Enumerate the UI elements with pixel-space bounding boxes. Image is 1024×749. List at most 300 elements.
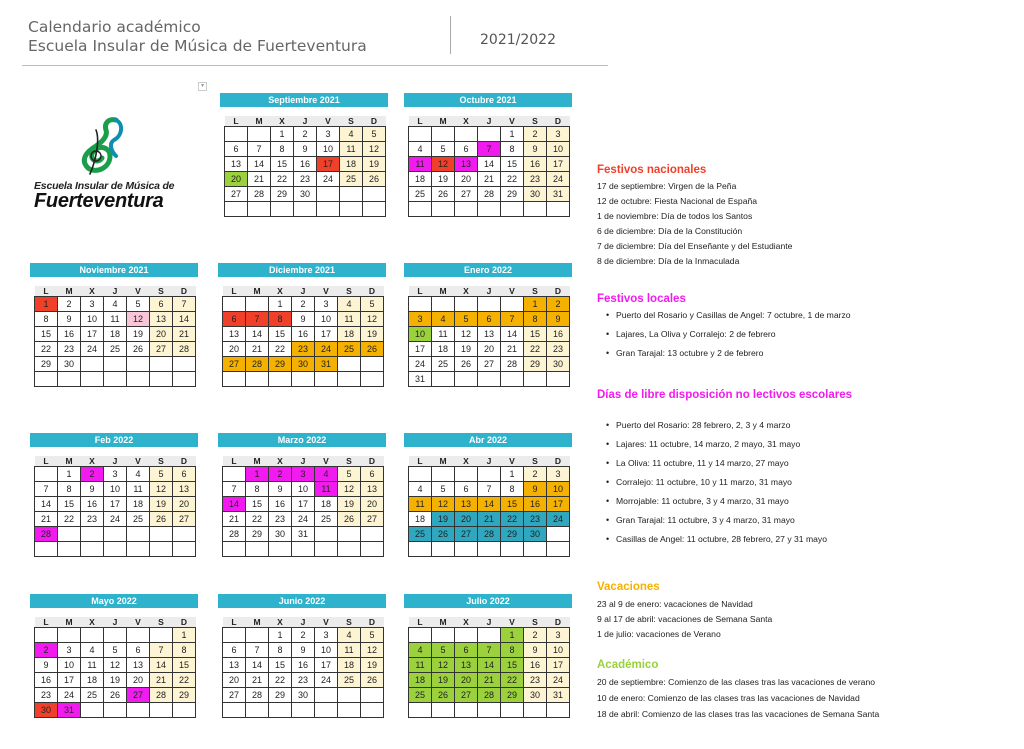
weekday-label: J <box>292 617 315 628</box>
calendar-day: 28 <box>150 688 173 703</box>
weekday-label: V <box>501 617 524 628</box>
calendar-empty-cell <box>173 542 196 557</box>
academic-year: 2021/2022 <box>480 32 556 48</box>
calendar-day: 14 <box>173 312 196 327</box>
calendar-empty-cell <box>361 542 384 557</box>
calendar-day: 7 <box>150 643 173 658</box>
calendar-day: 20 <box>455 512 478 527</box>
calendar-day: 10 <box>315 643 338 658</box>
calendar-day: 27 <box>225 187 248 202</box>
calendar-day: 15 <box>269 658 292 673</box>
weekday-label: D <box>361 286 384 297</box>
calendar-week-row <box>223 688 384 703</box>
weekday-header-row <box>225 116 386 127</box>
calendar-day: 28 <box>35 527 58 542</box>
calendar-empty-cell <box>547 527 570 542</box>
weekday-label: S <box>150 456 173 467</box>
calendar-day: 30 <box>524 527 547 542</box>
month-title: Noviembre 2021 <box>30 263 198 277</box>
calendar-week-row <box>409 542 570 557</box>
calendar-week-row <box>35 467 196 482</box>
calendar-week-row <box>409 372 570 387</box>
calendar-empty-cell <box>409 127 432 142</box>
calendar-week-row <box>409 673 570 688</box>
weekday-label: M <box>432 617 455 628</box>
weekday-label: S <box>150 617 173 628</box>
calendar-week-row <box>409 312 570 327</box>
month-title: Mayo 2022 <box>30 594 198 608</box>
calendar-empty-cell <box>127 703 150 718</box>
calendar-day: 22 <box>524 342 547 357</box>
calendar-empty-cell <box>432 202 455 217</box>
calendar-empty-cell <box>81 542 104 557</box>
calendar-empty-cell <box>338 542 361 557</box>
calendar-empty-cell <box>478 202 501 217</box>
calendar-day: 21 <box>478 512 501 527</box>
calendar-day: 2 <box>524 127 547 142</box>
calendar-day: 9 <box>524 142 547 157</box>
weekday-label: M <box>246 286 269 297</box>
legend-bullet-item: • La Oliva: 11 octubre, 11 y 14 marzo, 27 mayo <box>616 458 789 468</box>
calendar-empty-cell <box>478 297 501 312</box>
calendar-day: 19 <box>363 157 386 172</box>
month-title: Junio 2022 <box>218 594 386 608</box>
calendar-day: 26 <box>432 688 455 703</box>
calendar-day: 22 <box>269 673 292 688</box>
calendar-empty-cell <box>338 372 361 387</box>
calendar-day: 8 <box>501 482 524 497</box>
weekday-label: X <box>455 286 478 297</box>
legend-bullet-item: • Puerto del Rosario y Casillas de Angel: 7 octubre, 1 de marzo <box>616 310 851 320</box>
calendar-day: 12 <box>432 497 455 512</box>
calendar-day: 19 <box>338 497 361 512</box>
calendar-empty-cell <box>246 542 269 557</box>
calendar-day: 16 <box>524 497 547 512</box>
calendar-day: 17 <box>292 497 315 512</box>
calendar-week-row <box>225 142 386 157</box>
weekday-label: V <box>315 286 338 297</box>
weekday-label: L <box>409 456 432 467</box>
weekday-label: S <box>524 456 547 467</box>
calendar-empty-cell <box>432 703 455 718</box>
legend-bullet-item: • Lajares: 11 octubre, 14 marzo, 2 mayo, 31 mayo <box>616 439 800 449</box>
calendar-empty-cell <box>35 372 58 387</box>
weekday-header-row <box>35 286 196 297</box>
calendar-week-row <box>35 372 196 387</box>
calendar-week-row <box>223 467 384 482</box>
calendar-day: 17 <box>58 673 81 688</box>
calendar-empty-cell <box>455 372 478 387</box>
calendar-day: 1 <box>501 628 524 643</box>
calendar-day: 24 <box>547 172 570 187</box>
calendar-empty-cell <box>127 527 150 542</box>
calendar-day: 26 <box>150 512 173 527</box>
calendar-week-row <box>409 497 570 512</box>
calendar-week-row <box>223 628 384 643</box>
calendar-day: 28 <box>246 357 269 372</box>
calendar-day: 15 <box>271 157 294 172</box>
calendar-day: 23 <box>547 342 570 357</box>
calendar-day: 14 <box>35 497 58 512</box>
calendar-day: 22 <box>35 342 58 357</box>
calendar-empty-cell <box>127 628 150 643</box>
weekday-label: M <box>58 617 81 628</box>
calendar-day: 26 <box>361 673 384 688</box>
legend-item: 1 de noviembre: Día de todos los Santos <box>597 211 753 221</box>
calendar-day: 27 <box>455 688 478 703</box>
month-septiembre-2021 <box>220 93 388 217</box>
calendar-empty-cell <box>246 703 269 718</box>
calendar-empty-cell <box>363 202 386 217</box>
calendar-day: 13 <box>223 658 246 673</box>
legend-bullet-item: • Morrojable: 11 octubre, 3 y 4 marzo, 31 mayo <box>616 496 789 506</box>
calendar-day: 20 <box>478 342 501 357</box>
calendar-empty-cell <box>248 202 271 217</box>
title-line-1: Calendario académico <box>28 18 201 36</box>
calendar-week-row <box>35 297 196 312</box>
calendar-day: 2 <box>81 467 104 482</box>
calendar-day: 21 <box>246 673 269 688</box>
calendar-day: 3 <box>104 467 127 482</box>
calendar-day: 28 <box>501 357 524 372</box>
calendar-day: 1 <box>501 467 524 482</box>
calendar-day: 9 <box>292 312 315 327</box>
calendar-day: 6 <box>455 482 478 497</box>
weekday-label: D <box>361 456 384 467</box>
calendar-day: 16 <box>294 157 317 172</box>
calendar-day: 21 <box>248 172 271 187</box>
calendar-empty-cell <box>150 357 173 372</box>
calendar-day: 20 <box>127 673 150 688</box>
month-julio-2022 <box>404 594 572 718</box>
month-junio-2022 <box>218 594 386 718</box>
calendar-day: 9 <box>294 142 317 157</box>
calendar-empty-cell <box>338 357 361 372</box>
calendar-week-row <box>223 658 384 673</box>
calendar-day: 10 <box>409 327 432 342</box>
calendar-day: 26 <box>455 357 478 372</box>
calendar-empty-cell <box>338 527 361 542</box>
calendar-day: 7 <box>478 482 501 497</box>
calendar-day: 4 <box>315 467 338 482</box>
calendar-day: 12 <box>432 658 455 673</box>
calendar-week-row <box>35 673 196 688</box>
page-title <box>28 18 367 56</box>
weekday-label: X <box>455 456 478 467</box>
calendar-day: 19 <box>361 327 384 342</box>
calendar-day: 16 <box>524 658 547 673</box>
calendar-empty-cell <box>150 372 173 387</box>
calendar-week-row <box>409 202 570 217</box>
calendar-day: 25 <box>127 512 150 527</box>
calendar-day: 23 <box>524 673 547 688</box>
calendar-empty-cell <box>173 527 196 542</box>
calendar-empty-cell <box>150 542 173 557</box>
calendar-grid <box>222 456 384 557</box>
weekday-label: M <box>58 456 81 467</box>
calendar-day: 10 <box>317 142 340 157</box>
calendar-day: 19 <box>127 327 150 342</box>
calendar-day: 1 <box>173 628 196 643</box>
calendar-day: 13 <box>225 157 248 172</box>
calendar-day: 24 <box>547 512 570 527</box>
calendar-empty-cell <box>81 527 104 542</box>
calendar-day: 12 <box>455 327 478 342</box>
calendar-empty-cell <box>104 542 127 557</box>
calendar-day: 15 <box>524 327 547 342</box>
calendar-empty-cell <box>225 127 248 142</box>
calendar-day: 18 <box>409 512 432 527</box>
calendar-day: 19 <box>432 673 455 688</box>
calendar-day: 2 <box>294 127 317 142</box>
weekday-label: D <box>547 116 570 127</box>
calendar-week-row <box>223 297 384 312</box>
calendar-week-row <box>223 527 384 542</box>
calendar-week-row <box>409 688 570 703</box>
calendar-day: 10 <box>81 312 104 327</box>
legend-title-festivos-nacionales: Festivos nacionales <box>597 164 707 176</box>
legend-title-libre-disposicion: Días de libre disposición no lectivos escolares <box>597 389 853 401</box>
month-enero-2022 <box>404 263 572 387</box>
calendar-day: 4 <box>81 643 104 658</box>
month-title: Julio 2022 <box>404 594 572 608</box>
calendar-empty-cell <box>150 527 173 542</box>
calendar-day: 15 <box>501 157 524 172</box>
legend-item: 18 de abril: Comienzo de las clases tras las vacaciones de Semana Santa <box>597 709 880 719</box>
calendar-day: 5 <box>104 643 127 658</box>
calendar-day: 25 <box>104 342 127 357</box>
weekday-label: V <box>127 617 150 628</box>
calendar-day: 30 <box>547 357 570 372</box>
calendar-day: 13 <box>455 157 478 172</box>
calendar-week-row <box>223 327 384 342</box>
weekday-header-row <box>223 456 384 467</box>
calendar-day: 7 <box>501 312 524 327</box>
calendar-empty-cell <box>501 372 524 387</box>
weekday-label: V <box>501 456 524 467</box>
calendar-day: 6 <box>127 643 150 658</box>
calendar-empty-cell <box>432 628 455 643</box>
calendar-empty-cell <box>223 372 246 387</box>
calendar-empty-cell <box>547 202 570 217</box>
calendar-empty-cell <box>455 467 478 482</box>
calendar-empty-cell <box>340 202 363 217</box>
weekday-label: X <box>455 116 478 127</box>
calendar-day: 24 <box>315 673 338 688</box>
calendar-day: 19 <box>432 512 455 527</box>
weekday-label: V <box>317 116 340 127</box>
calendar-day: 3 <box>81 297 104 312</box>
calendar-week-row <box>409 327 570 342</box>
month-title: Diciembre 2021 <box>218 263 386 277</box>
calendar-day: 12 <box>338 482 361 497</box>
calendar-day: 4 <box>409 643 432 658</box>
calendar-grid <box>34 286 196 387</box>
calendar-empty-cell <box>315 542 338 557</box>
legend-title-academico: Académico <box>597 659 659 671</box>
calendar-day: 11 <box>104 312 127 327</box>
calendar-day: 25 <box>409 187 432 202</box>
calendar-day: 29 <box>271 187 294 202</box>
calendar-day: 16 <box>292 658 315 673</box>
calendar-week-row <box>223 643 384 658</box>
weekday-label: J <box>478 116 501 127</box>
calendar-day: 8 <box>501 142 524 157</box>
calendar-day: 7 <box>248 142 271 157</box>
calendar-week-row <box>409 297 570 312</box>
calendar-day: 4 <box>432 312 455 327</box>
calendar-empty-cell <box>501 297 524 312</box>
dropdown-arrow-icon[interactable]: ▾ <box>198 82 207 91</box>
calendar-day: 29 <box>173 688 196 703</box>
calendar-empty-cell <box>292 703 315 718</box>
calendar-day: 5 <box>432 142 455 157</box>
calendar-empty-cell <box>127 372 150 387</box>
month-octubre-2021 <box>404 93 572 217</box>
logo-text-line-1: Escuela Insular de Música de <box>34 180 175 192</box>
calendar-day: 3 <box>315 628 338 643</box>
calendar-empty-cell <box>315 688 338 703</box>
calendar-day: 12 <box>361 643 384 658</box>
weekday-label: J <box>478 286 501 297</box>
calendar-week-row <box>35 312 196 327</box>
calendar-empty-cell <box>478 372 501 387</box>
calendar-day: 27 <box>127 688 150 703</box>
weekday-label: D <box>547 617 570 628</box>
weekday-label: S <box>524 286 547 297</box>
calendar-week-row <box>35 342 196 357</box>
calendar-day: 13 <box>127 658 150 673</box>
calendar-day: 6 <box>478 312 501 327</box>
legend-item: 20 de septiembre: Comienzo de las clases tras las vacaciones de verano <box>597 677 876 687</box>
weekday-label: X <box>81 456 104 467</box>
weekday-label: V <box>501 116 524 127</box>
weekday-label: S <box>338 286 361 297</box>
weekday-label: D <box>361 617 384 628</box>
calendar-empty-cell <box>223 628 246 643</box>
calendar-grid <box>222 617 384 718</box>
calendar-day: 14 <box>223 497 246 512</box>
calendar-day: 4 <box>338 628 361 643</box>
calendar-day: 11 <box>338 643 361 658</box>
calendar-day: 12 <box>361 312 384 327</box>
weekday-label: S <box>338 617 361 628</box>
calendar-day: 5 <box>432 482 455 497</box>
calendar-day: 27 <box>361 512 384 527</box>
calendar-empty-cell <box>225 202 248 217</box>
calendar-day: 30 <box>524 688 547 703</box>
calendar-day: 22 <box>173 673 196 688</box>
calendar-empty-cell <box>361 688 384 703</box>
calendar-grid <box>224 116 386 217</box>
calendar-week-row <box>409 127 570 142</box>
calendar-empty-cell <box>58 527 81 542</box>
calendar-empty-cell <box>363 187 386 202</box>
calendar-day: 10 <box>58 658 81 673</box>
calendar-grid <box>34 456 196 557</box>
month-title: Abr 2022 <box>404 433 572 447</box>
calendar-day: 9 <box>292 643 315 658</box>
weekday-label: L <box>225 116 248 127</box>
calendar-day: 5 <box>150 467 173 482</box>
calendar-empty-cell <box>223 542 246 557</box>
weekday-label: J <box>292 456 315 467</box>
calendar-empty-cell <box>246 628 269 643</box>
weekday-header-row <box>35 617 196 628</box>
calendar-empty-cell <box>409 703 432 718</box>
calendar-week-row <box>409 628 570 643</box>
calendar-day: 2 <box>292 628 315 643</box>
calendar-week-row <box>35 512 196 527</box>
calendar-day: 28 <box>248 187 271 202</box>
calendar-empty-cell <box>409 628 432 643</box>
calendar-week-row <box>35 527 196 542</box>
calendar-empty-cell <box>150 628 173 643</box>
calendar-day: 19 <box>104 673 127 688</box>
calendar-empty-cell <box>455 628 478 643</box>
calendar-day: 9 <box>35 658 58 673</box>
calendar-week-row <box>409 342 570 357</box>
weekday-label: J <box>104 456 127 467</box>
calendar-day: 7 <box>478 142 501 157</box>
calendar-week-row <box>409 187 570 202</box>
calendar-day: 8 <box>246 482 269 497</box>
calendar-day: 26 <box>432 187 455 202</box>
calendar-day: 20 <box>150 327 173 342</box>
calendar-day: 7 <box>246 312 269 327</box>
calendar-empty-cell <box>223 467 246 482</box>
calendar-day: 24 <box>409 357 432 372</box>
calendar-day: 1 <box>501 127 524 142</box>
calendar-week-row <box>409 357 570 372</box>
calendar-day: 31 <box>58 703 81 718</box>
calendar-day: 27 <box>455 187 478 202</box>
calendar-day: 6 <box>173 467 196 482</box>
calendar-day: 30 <box>292 688 315 703</box>
calendar-day: 27 <box>150 342 173 357</box>
weekday-label: M <box>432 286 455 297</box>
weekday-label: L <box>409 286 432 297</box>
calendar-empty-cell <box>104 357 127 372</box>
legend-item: 8 de diciembre: Día de la Inmaculada <box>597 256 740 266</box>
calendar-day: 17 <box>547 497 570 512</box>
calendar-day: 17 <box>317 157 340 172</box>
calendar-day: 1 <box>35 297 58 312</box>
weekday-label: M <box>432 116 455 127</box>
header-divider <box>450 16 451 54</box>
calendar-day: 14 <box>248 157 271 172</box>
calendar-day: 21 <box>246 342 269 357</box>
calendar-grid <box>408 617 570 718</box>
calendar-day: 13 <box>223 327 246 342</box>
calendar-day: 2 <box>58 297 81 312</box>
calendar-day: 22 <box>269 342 292 357</box>
calendar-day: 8 <box>271 142 294 157</box>
calendar-day: 6 <box>455 142 478 157</box>
weekday-label: M <box>432 456 455 467</box>
calendar-empty-cell <box>547 703 570 718</box>
calendar-day: 8 <box>269 312 292 327</box>
calendar-week-row <box>223 357 384 372</box>
calendar-empty-cell <box>81 703 104 718</box>
calendar-empty-cell <box>361 703 384 718</box>
month-noviembre-2021 <box>30 263 198 387</box>
calendar-day: 28 <box>223 527 246 542</box>
calendar-day: 3 <box>292 467 315 482</box>
calendar-day: 22 <box>501 673 524 688</box>
month-title: Marzo 2022 <box>218 433 386 447</box>
calendar-empty-cell <box>104 372 127 387</box>
